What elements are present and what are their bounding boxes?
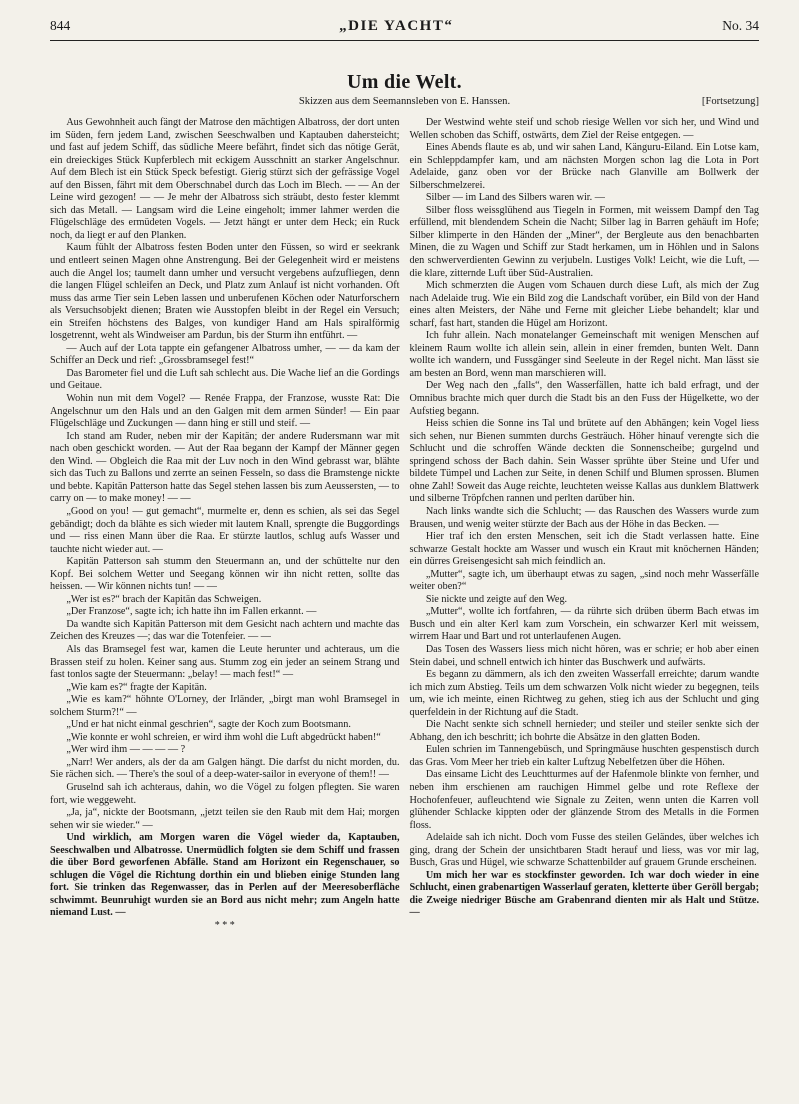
paragraph: „Der Franzose“, sagte ich; ich hatte ihn im Fallen erkannt. —	[66, 606, 317, 618]
running-head	[50, 18, 759, 38]
paragraph: Adelaide sah ich nicht. Doch vom Fusse des steilen Geländes, über welches ich ging, drang der Schein der unsichtbaren Stadt herauf und liess, was vor mir lag, Busch, Gras und Hügel, wie schwarze Schattenbilder auf grauem Grunde erscheinen.	[409, 832, 759, 869]
paragraph: „Wie es kam?“ höhnte O'Lorney, der Irländer, „birgt man wohl Bramsegel in solchem Sturm?!“ —	[50, 694, 400, 718]
article-title: Um die Welt.	[347, 71, 462, 93]
paragraph: Der Westwind wehte steif und schob riesige Wellen vor sich her, und Wind und Wellen schoben das Schiff, ostwärts, dem Ziel der Reise entgegen. —	[409, 117, 759, 141]
paragraph: Eulen schrien im Tannengebüsch, und Springmäuse huschten gespenstisch durch das Gras. Vom Meer her trieb ein kalter Luftzug Nebelfetzen über die Höhen.	[409, 744, 759, 768]
paragraph: Kapitän Patterson sah stumm den Steuermann an, und der schüttelte nur den Kopf. Bei solchem Wetter und Seegang können wir ihn nicht retten, sollte das heissen. — Wir können nichts tun! — —	[50, 556, 400, 593]
issue-number: No. 34	[722, 18, 759, 33]
paragraph: „Good on you! — gut gemacht“, murmelte er, denn es schien, als sei das Segel gebändigt; doch da blähte es sich wieder mit lautem Knall, sprengte die Buggordings und — riss einen Mann über die Raa. Er stürzte lautlos, schlug aufs Wasser und tauchte nicht wieder aut. —	[50, 505, 400, 555]
paragraph: Als das Bramsegel fest war, kamen die Leute herunter und achteraus, um die Brassen steif zu holen. Keiner sang aus. Stumm zog ein jeder an seinem Strang und fast tonlos sagte der Steuermann: „belay! — mach fest!“ —	[50, 643, 400, 681]
paragraph: „Mutter“, wollte ich fortfahren, — da rührte sich drüben überm Bach etwas im Busch und ein alter Kerl kam zum Vorschein, ein schwarzer Kerl mit weissem, wirrem Haar und Bart und rot unterlaufenen Augen.	[409, 606, 759, 643]
paragraph: Da wandte sich Kapitän Patterson mit dem Gesicht nach achtern und machte das Zeichen des Kreuzes —; das war die Totenfeier. — —	[50, 618, 400, 643]
header-rule	[50, 40, 759, 41]
paragraph: Eines Abends flaute es ab, und wir sahen Land, Känguru-Eiland. Ein Lotse kam, ein Schleppdampfer kam, und am nächsten Morgen schon lag die Lota in Port Adelaide, ganz oben vor der Brücke nach Glanville am Bollwerk der Silberschmelzerei.	[409, 142, 759, 191]
paragraph: Und wirklich, am Morgen waren die Vögel wieder da, Kaptauben, Seeschwalben und Albatrosse. Unermüdlich folgten sie dem Schiff und frassen die über Bord geworfenen Abfälle. Stand am Horizont ein Regenschauer, so schlugen die Vögel die Richtung dorthin ein und blieben einige Stunden lang fort. Sie trinken das Regenwasser, das in Perlen auf der Meeresoberfläche schwimmt. Beunruhigt wurden sie an Bord aus nicht mehr; zum Angeln hatte niemand Lust. —	[50, 832, 400, 919]
article-subtitle-row	[50, 96, 759, 111]
paragraph: Nach links wandte sich die Schlucht; — das Rauschen des Wassers wurde zum Brausen, und wenig weiter stürzte der Bach aus der Höhe in das Becken. —	[409, 505, 759, 530]
paragraph: Silber floss weissglühend aus Tiegeln in Formen, mit weissem Dampf den Tag erfüllend, mit blendendem Schein die Nacht; Silber lag in Barren gehäuft im Hofe; Silber klimperte in den Händen der „Miner“, der Bergleute aus den benachbarten Minen, die zu Wagen und Schiff zur Stadt herkamen, um in Höhlen und in Salons den schwerverdienten Gewinn zu verjubeln. Lustiges Volk! Leicht, wie die Luft, — die klare, zitternde Luft über Süd-Australien.	[409, 204, 759, 279]
paragraph: „Wie kam es?“ fragte der Kapitän.	[66, 681, 207, 693]
paragraph: Kaum fühlt der Albatross festen Boden unter den Füssen, so wird er seekrank und entleert seinen Magen ohne Anstrengung. Bei der Gelegenheit wird er meistens auch die Angel los; taumelt dann umher und versucht vergebens aufzufliegen, denn die langen Flügel schleifen an Deck, und Platz zum Anlauf ist nicht vorhanden. Oft muss das arme Tier sein Leben lassen und unberufenen Köchen oder Naturforschern als Versuchsobjekt dienen; Braten wie Ausstopfen bleibt in der Regel ein Versuch; ein Streifen höchstens des Balges, von kundiger Hand am Hals spiralförmig losgetrennt, weht als Windweiser am Pardun, bis der Sturm ihn entführt. —	[50, 242, 400, 342]
paragraph: Aus Gewohnheit auch fängt der Matrose den mächtigen Albatross, der dort unten im Süden, fern jedem Land, zwischen Seeschwalben und Kaptauben dahersteicht; und fast auf jedem Schiff, das südliche Meere befährt, findet sich das nötige Gerät, ein dreieckiges Stück Kupferblech mit eckigem Ausschnitt an starker Angelschnur. Auf dem Blech ist ein Stück Speck befestigt. Gierig stürzt sich der gefrässige Vogel auf den Bissen, fährt mit dem Oberschnabel durch das Loch im Blech. — — An der Leine wird gezogen! — — Je mehr der Albatross sich sträubt, desto fester klemmt sich das Metall. — Langsam wird die Leine eingeholt; immer lahmer werden die Flügelschläge des ermüdeten Vogels. — Jetzt hängt er unter dem Heck; ein Ruck noch, da liegt er auf den Planken.	[50, 117, 400, 241]
paragraph: „Wie konnte er wohl schreien, er wird ihm wohl die Luft abgedrückt haben!“	[66, 731, 381, 743]
paragraph: Sie nickte und zeigte auf den Weg.	[425, 593, 568, 605]
paragraph: „Mutter“, sagte ich, um überhaupt etwas zu sagen, „sind noch mehr Wasserfälle weiter oben?“	[409, 568, 759, 593]
paragraph: Das einsame Licht des Leuchtturmes auf der Hafenmole blinkte von fernher, und neben ihm erschienen am rauchigen Himmel gelbe und rote Reflexe der Hochofenfeuer, aufleuchtend wie Signale zu Zeiten, wenn unten die Karren voll glühender Schlacke kippten oder der glänzende Strom des Metalls in die Formen floss.	[409, 769, 759, 831]
paragraph: „Wer wird ihm — — — — ?	[66, 744, 186, 756]
paragraph: „Wer ist es?“ brach der Kapitän das Schweigen.	[66, 593, 262, 605]
paragraph: Das Barometer fiel und die Luft sah schlecht aus. Die Wache lief an die Gordings und Geitaue.	[50, 367, 400, 392]
paragraph: Silber — im Land des Silbers waren wir. —	[425, 192, 605, 204]
page-number: 844	[50, 18, 71, 33]
paragraph: Es begann zu dämmern, als ich den zweiten Wasserfall erreichte; darum wandte ich mich zum Abstieg. Teils um dem schwarzen Volk nicht wieder zu begegnen, teils um, wie ich meinte, einen Richtweg zu gehen, stieg ich aus der Schlucht und ging querfeldein in der Richtung auf die Stadt.	[409, 669, 759, 718]
paragraph: „Narr! Wer anders, als der da am Galgen hängt. Die darfst du nicht morden, du. Sie rächen sich. — There's the soul of a deep-water-sailor in everyone of them!! —	[50, 756, 400, 781]
paragraph: Wohin nun mit dem Vogel? — Renée Frappa, der Franzose, wusste Rat: Die Angelschnur um den Hals und an den Galgen mit dem armen Sünder! — Ein paar Flügelschläge und Zuckungen — dann hing er still und steif. —	[50, 393, 400, 430]
paragraph: Das Tosen des Wassers liess mich nicht hören, was er schrie; er hob aber einen Stein dabei, und schnell entwich ich hinter das Buschwerk und aufwärts.	[409, 643, 759, 668]
paragraph: Hier traf ich den ersten Menschen, seit ich die Stadt verlassen hatte. Eine schwarze Gestalt hockte am Wasser und wusch ein Kraut mit knöchernen Händen; ein dürres Greisengesicht sah mich feindlich an.	[409, 531, 759, 568]
continuation-note: [Fortsetzung]	[701, 96, 759, 107]
paragraph: Die Nacht senkte sich schnell hernieder; und steiler und steiler senkte sich der Abhang, den ich beschritt; ich bohrte die Absätze in den glatten Boden.	[409, 719, 759, 743]
column-right	[410, 117, 760, 931]
paragraph: Mich schmerzten die Augen vom Schauen durch diese Luft, als mich der Zug nach Adelaide trug. Wie ein Bild zog die Landschaft vorüber, ein Bild von der Hand eines alten Meisters, der Nähe und Ferne mit gleicher Liebe behandelt; klar und scharf, fast hart, standen die Hügel am Horizont.	[409, 280, 759, 329]
paragraph: „Ja, ja“, nickte der Bootsmann, „jetzt teilen sie den Raub mit dem Hai; morgen sehen wir sie wieder.“ —	[50, 807, 400, 831]
magazine-title: „DIE YACHT“	[339, 18, 454, 34]
column-left	[50, 117, 400, 931]
article-body	[50, 117, 759, 931]
paragraph: — Auch auf der Lota tappte ein gefangener Albatross umher, — — da kam der Schiffer an Deck und rief: „Grossbramsegel fest!“	[50, 342, 400, 367]
paragraph: Der Weg nach den „falls“, den Wasserfällen, hatte ich bald erfragt, und der Omnibus brachte mich quer durch die Stadt bis an den Fuss der Hügelkette, wo der Aufstieg begann.	[409, 380, 759, 417]
paragraph: Heiss schien die Sonne ins Tal und brütete auf den Abhängen; kein Vogel liess sich sehen, nur Bienen summten durchs Gesträuch. Höher hinauf verengte sich die Schlucht und die schroffen Wände deckten die Sonnenscheibe; gurgelnd und springend schoss der Bach dahin. Sein Wasser sprühte über Steine und Ufer und bildete Tümpel und Lachen zur Seite, in denen Schilf und Blumen sprossen. Blumen ohne Zahl! Soweit das Auge reichte, leuchteten weisse Kallas aus dunklem Blattwerk und silberne Tröpfchen rannen und perlten darüber hin.	[409, 418, 759, 505]
article-subtitle: Skizzen aus dem Seemannsleben von E. Hanssen.	[298, 96, 511, 107]
paragraph: Ich stand am Ruder, neben mir der Kapitän; der andere Rudersmann war mit nach oben geschickt worden. — Aut der Raa begann der Kampf der Männer gegen den Wind. — Obgleich die Raa mit der Luv noch in den Wind gebrasst war, blähte sich das Tuch zu Ballons und zerrte an seinen Fesseln, so dass die Bramstenge nickte und bebte. Kapitän Patterson hatte das Segel stehen lassen bis zum Aeussersten, — to carry on — to make money! — —	[50, 430, 400, 505]
paragraph: Um mich her war es stockfinster geworden. Ich war doch wieder in eine Schlucht, einen grabenartigen Wasserlauf geraten, kletterte über Geröll bergab; die Zweige niedriger Büsche am Grabenrand dienten mir als Halt und Stütze. —	[409, 869, 759, 919]
paragraph: Gruselnd sah ich achteraus, dahin, wo die Vögel zu folgen pflegten. Sie waren fort, wie weggeweht.	[50, 781, 400, 806]
paragraph: Ich fuhr allein. Nach monatelanger Gemeinschaft mit wenigen Menschen auf kleinem Raum wollte ich allein sein, allein in einer fremden, bunten Welt. Dann wollte ich wandern, und Fussgänger sind Seeleute in der Regel nicht. Man lässt sie am besten an Bord, wenn man marschieren will.	[409, 330, 759, 379]
paragraph: „Und er hat nicht einmal geschrien“, sagte der Koch zum Bootsmann.	[66, 719, 351, 731]
section-break: * * *	[214, 920, 235, 931]
